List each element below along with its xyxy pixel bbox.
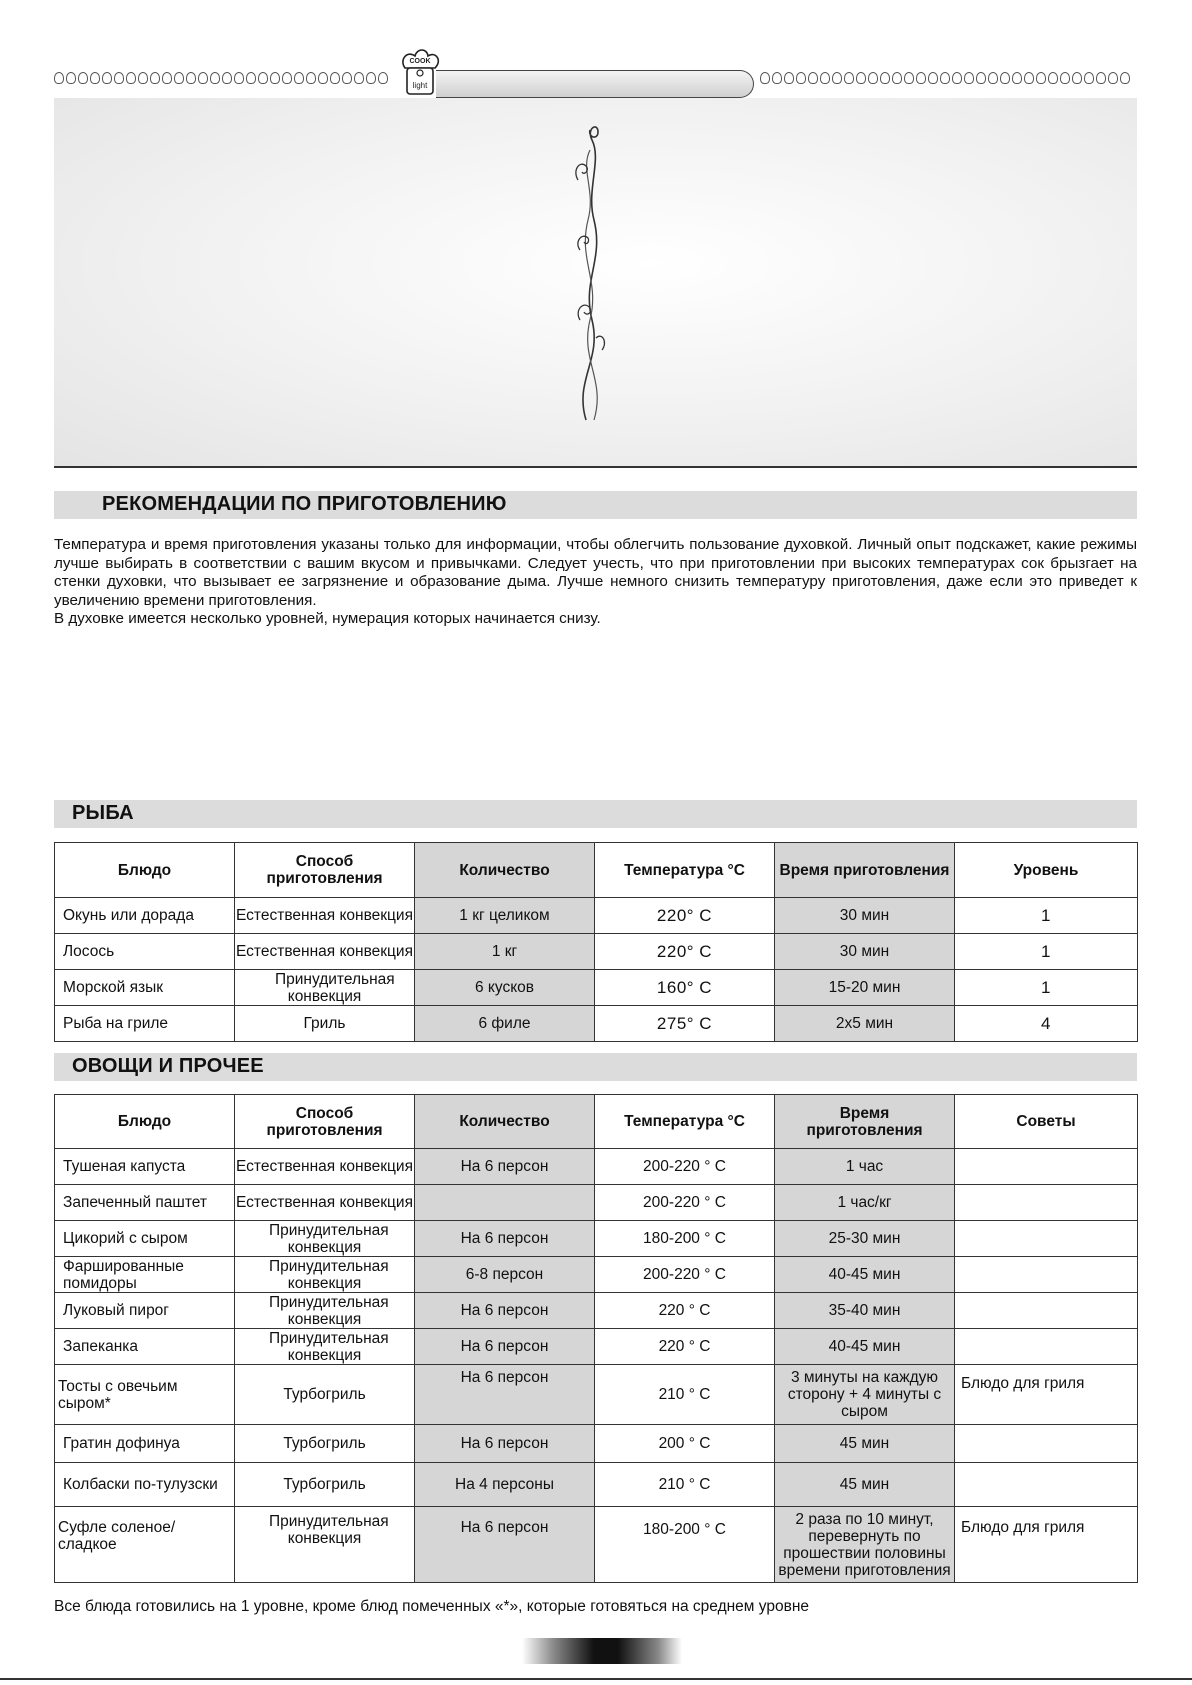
veg-time: 35-40 мин xyxy=(775,1293,955,1329)
fish-header-level: Уровень xyxy=(955,843,1138,898)
veg-tip xyxy=(955,1329,1138,1365)
scallop-ornament xyxy=(330,72,340,84)
scallop-ornament xyxy=(318,72,328,84)
scallop-ornament xyxy=(282,72,292,84)
table-row xyxy=(55,1365,1138,1425)
scallop-ornament xyxy=(1060,72,1070,84)
veg-method: Принудительная конвекция xyxy=(235,1257,415,1293)
scallop-ornament xyxy=(784,72,794,84)
scallop-ornament xyxy=(354,72,364,84)
bottom-rule xyxy=(0,1678,1192,1680)
fish-header-time: Время приготовления xyxy=(775,843,955,898)
veg-temp: 200-220 ° C xyxy=(595,1185,775,1221)
veg-method: Принудительная конвекция xyxy=(235,1329,415,1365)
scallop-ornament xyxy=(892,72,902,84)
veg-qty: На 6 персон xyxy=(415,1293,595,1329)
scallop-ornament xyxy=(1048,72,1058,84)
veg-dish: Тушеная капуста xyxy=(55,1149,235,1185)
scallop-ornament xyxy=(868,72,878,84)
scallop-ornament xyxy=(952,72,962,84)
veg-temp: 180-200 ° C xyxy=(595,1507,775,1583)
veg-temp: 200-220 ° C xyxy=(595,1257,775,1293)
scallop-ornament xyxy=(820,72,830,84)
scallop-ornament xyxy=(844,72,854,84)
fish-level: 4 xyxy=(955,1006,1138,1042)
veg-time: 1 час xyxy=(775,1149,955,1185)
veg-dish: Запеченный паштет xyxy=(55,1185,235,1221)
scallop-ornament xyxy=(928,72,938,84)
scallop-ornament xyxy=(150,72,160,84)
scallop-ornament xyxy=(772,72,782,84)
veg-temp: 220 ° C xyxy=(595,1293,775,1329)
table-row xyxy=(55,1221,1138,1257)
badge-top-text: COOK xyxy=(409,58,431,65)
veg-qty xyxy=(415,1185,595,1221)
scallop-ornament xyxy=(832,72,842,84)
fish-method: Естественная конвекция xyxy=(235,934,415,970)
veg-dish: Запеканка xyxy=(55,1329,235,1365)
veg-time: 45 мин xyxy=(775,1425,955,1463)
scallop-ornament xyxy=(904,72,914,84)
fish-table xyxy=(54,842,1138,1042)
badge-bottom-text: light xyxy=(412,81,428,90)
scallop-ornament xyxy=(976,72,986,84)
veg-tip xyxy=(955,1463,1138,1507)
fish-temp: 275° C xyxy=(595,1006,775,1042)
veg-bar xyxy=(54,1053,1137,1081)
veg-temp: 200 ° C xyxy=(595,1425,775,1463)
scallop-ornament xyxy=(378,72,388,84)
veg-temp: 180-200 ° C xyxy=(595,1221,775,1257)
fish-method: Принудительная конвекция xyxy=(235,970,415,1006)
veg-temp: 210 ° C xyxy=(595,1365,775,1425)
scallop-ornament xyxy=(294,72,304,84)
scallop-ornament xyxy=(270,72,280,84)
table-row xyxy=(55,1149,1138,1185)
veg-qty: 6-8 персон xyxy=(415,1257,595,1293)
veg-time: 2 раза по 10 минут, перевернуть по прошествии половины времени приготовления xyxy=(775,1507,955,1583)
veg-qty: На 6 персон xyxy=(415,1329,595,1365)
fish-dish: Морской язык xyxy=(55,970,235,1006)
veg-method: Турбогриль xyxy=(235,1463,415,1507)
fish-header-qty: Количество xyxy=(415,843,595,898)
scallop-ornament xyxy=(856,72,866,84)
table-row xyxy=(55,898,1138,934)
veg-header-time: Время приготовления xyxy=(775,1095,955,1149)
veg-method: Принудительная конвекция xyxy=(235,1293,415,1329)
scallop-ornament xyxy=(1120,72,1130,84)
veg-dish: Тосты с овечьим сыром* xyxy=(55,1365,235,1425)
veg-method: Принудительная конвекция xyxy=(235,1221,415,1257)
scallop-ornament xyxy=(1108,72,1118,84)
fish-method: Гриль xyxy=(235,1006,415,1042)
scallop-ornament xyxy=(1000,72,1010,84)
scallop-ornament xyxy=(90,72,100,84)
fish-time: 30 мин xyxy=(775,934,955,970)
fish-qty: 1 кг xyxy=(415,934,595,970)
veg-method: Турбогриль xyxy=(235,1425,415,1463)
scallop-ornament xyxy=(186,72,196,84)
veg-tip: Блюдо для гриля xyxy=(955,1365,1138,1425)
veg-header-qty: Количество xyxy=(415,1095,595,1149)
cook-light-logo xyxy=(397,48,443,98)
veg-dish: Фаршированные помидоры xyxy=(55,1257,235,1293)
veg-dish: Цикорий с сыром xyxy=(55,1221,235,1257)
veg-dish: Колбаски по-тулузски xyxy=(55,1463,235,1507)
scallop-ornament xyxy=(1012,72,1022,84)
recommendations-title: РЕКОМЕНДАЦИИ ПО ПРИГОТОВЛЕНИЮ xyxy=(102,493,507,515)
veg-time: 3 минуты на каждую сторону + 4 минуты с сыром xyxy=(775,1365,955,1425)
scallop-ornament xyxy=(760,72,770,84)
scallop-ornament xyxy=(138,72,148,84)
veg-qty: На 6 персон xyxy=(415,1221,595,1257)
header-scallop-right xyxy=(760,72,1137,86)
fish-qty: 6 филе xyxy=(415,1006,595,1042)
veg-time: 40-45 мин xyxy=(775,1329,955,1365)
veg-temp: 210 ° C xyxy=(595,1463,775,1507)
veg-temp: 200-220 ° C xyxy=(595,1149,775,1185)
table-row xyxy=(55,970,1138,1006)
veg-temp: 220 ° C xyxy=(595,1329,775,1365)
scallop-ornament xyxy=(1096,72,1106,84)
veg-tip xyxy=(955,1425,1138,1463)
veg-tip xyxy=(955,1221,1138,1257)
veg-qty: На 6 персон xyxy=(415,1365,595,1425)
scallop-ornament xyxy=(880,72,890,84)
veg-tip xyxy=(955,1185,1138,1221)
scallop-ornament xyxy=(940,72,950,84)
veg-time: 40-45 мин xyxy=(775,1257,955,1293)
recommendations-bar xyxy=(54,491,1137,519)
scallop-ornament xyxy=(234,72,244,84)
fish-level: 1 xyxy=(955,898,1138,934)
veg-tip xyxy=(955,1257,1138,1293)
veg-title: ОВОЩИ И ПРОЧЕЕ xyxy=(72,1055,264,1077)
page-number-tab xyxy=(522,1638,682,1664)
veg-time: 25-30 мин xyxy=(775,1221,955,1257)
intro-paragraph-1: Температура и время приготовления указаны только для информации, чтобы облегчить пользование духовкой. Личный опыт подскажет, какие режимы лучше выбирать в соответствии с вашим вкусом и привычками. Следует учесть, что при приготовлении при высоких температурах сок брызгает на стенки духовки, что вызывает ее загрязнение и образование дыма. Лучше немного снизить температуру приготовления, даже если это приведет к увеличению времени приготовления. xyxy=(54,536,1137,609)
scallop-ornament xyxy=(916,72,926,84)
scallop-ornament xyxy=(66,72,76,84)
veg-header-method: Способ приготовления xyxy=(235,1095,415,1149)
scallop-ornament xyxy=(222,72,232,84)
recommendations-text xyxy=(54,536,1137,629)
veg-dish: Луковый пирог xyxy=(55,1293,235,1329)
veg-method: Принудительная конвекция xyxy=(235,1507,415,1583)
veg-time: 45 мин xyxy=(775,1463,955,1507)
fish-header-temp: Температура °C xyxy=(595,843,775,898)
scallop-ornament xyxy=(342,72,352,84)
fish-dish: Лосось xyxy=(55,934,235,970)
scallop-ornament xyxy=(102,72,112,84)
table-row xyxy=(55,1293,1138,1329)
veg-time: 1 час/кг xyxy=(775,1185,955,1221)
scallop-ornament xyxy=(796,72,806,84)
veg-header-tips: Советы xyxy=(955,1095,1138,1149)
scallop-ornament xyxy=(1072,72,1082,84)
header-scallop-left xyxy=(54,72,398,86)
scallop-ornament xyxy=(54,72,64,84)
table-row xyxy=(55,1425,1138,1463)
fish-dish: Окунь или дорада xyxy=(55,898,235,934)
fish-title: РЫБА xyxy=(72,802,134,824)
scallop-ornament xyxy=(114,72,124,84)
scallop-ornament xyxy=(126,72,136,84)
fish-qty: 1 кг целиком xyxy=(415,898,595,934)
fish-method: Естественная конвекция xyxy=(235,898,415,934)
veg-tip: Блюдо для гриля xyxy=(955,1507,1138,1583)
fish-time: 30 мин xyxy=(775,898,955,934)
fish-qty: 6 кусков xyxy=(415,970,595,1006)
veg-method: Естественная конвекция xyxy=(235,1185,415,1221)
scallop-ornament xyxy=(174,72,184,84)
scallop-ornament xyxy=(1036,72,1046,84)
fish-temp: 160° C xyxy=(595,970,775,1006)
fish-dish: Рыба на гриле xyxy=(55,1006,235,1042)
scallop-ornament xyxy=(198,72,208,84)
table-row xyxy=(55,1257,1138,1293)
scallop-ornament xyxy=(366,72,376,84)
intro-paragraph-2: В духовке имеется несколько уровней, нумерация которых начинается снизу. xyxy=(54,610,601,627)
scallop-ornament xyxy=(78,72,88,84)
table-row xyxy=(55,1463,1138,1507)
table-row xyxy=(55,934,1138,970)
veg-dish: Гратин дофинуа xyxy=(55,1425,235,1463)
veg-dish: Суфле соленое/сладкое xyxy=(55,1507,235,1583)
veg-qty: На 6 персон xyxy=(415,1149,595,1185)
scallop-ornament xyxy=(246,72,256,84)
table-row xyxy=(55,1507,1138,1583)
fish-level: 1 xyxy=(955,970,1138,1006)
scallop-ornament xyxy=(162,72,172,84)
decorative-swirl xyxy=(572,120,612,425)
scallop-ornament xyxy=(1084,72,1094,84)
scallop-ornament xyxy=(988,72,998,84)
fish-bar xyxy=(54,800,1137,828)
scallop-ornament xyxy=(964,72,974,84)
veg-table xyxy=(54,1094,1138,1583)
table-row xyxy=(55,1329,1138,1365)
veg-qty: На 6 персон xyxy=(415,1425,595,1463)
veg-qty: На 4 персоны xyxy=(415,1463,595,1507)
scallop-ornament xyxy=(210,72,220,84)
veg-qty: На 6 персон xyxy=(415,1507,595,1583)
veg-tip xyxy=(955,1149,1138,1185)
fish-level: 1 xyxy=(955,934,1138,970)
veg-tip xyxy=(955,1293,1138,1329)
veg-method: Естественная конвекция xyxy=(235,1149,415,1185)
scallop-ornament xyxy=(1024,72,1034,84)
veg-method: Турбогриль xyxy=(235,1365,415,1425)
fish-temp: 220° C xyxy=(595,934,775,970)
scallop-ornament xyxy=(808,72,818,84)
fish-time: 15-20 мин xyxy=(775,970,955,1006)
scallop-ornament xyxy=(258,72,268,84)
veg-header-temp: Температура °C xyxy=(595,1095,775,1149)
veg-header-dish: Блюдо xyxy=(55,1095,235,1149)
fish-header-dish: Блюдо xyxy=(55,843,235,898)
scallop-ornament xyxy=(306,72,316,84)
fish-time: 2x5 мин xyxy=(775,1006,955,1042)
fish-temp: 220° C xyxy=(595,898,775,934)
footnote: Все блюда готовились на 1 уровне, кроме блюд помеченных «*», которые готовяться на среднем уровне xyxy=(54,1598,809,1615)
header-pill xyxy=(436,70,754,98)
table-row xyxy=(55,1185,1138,1221)
fish-header-method: Способ приготовления xyxy=(235,843,415,898)
table-row xyxy=(55,1006,1138,1042)
